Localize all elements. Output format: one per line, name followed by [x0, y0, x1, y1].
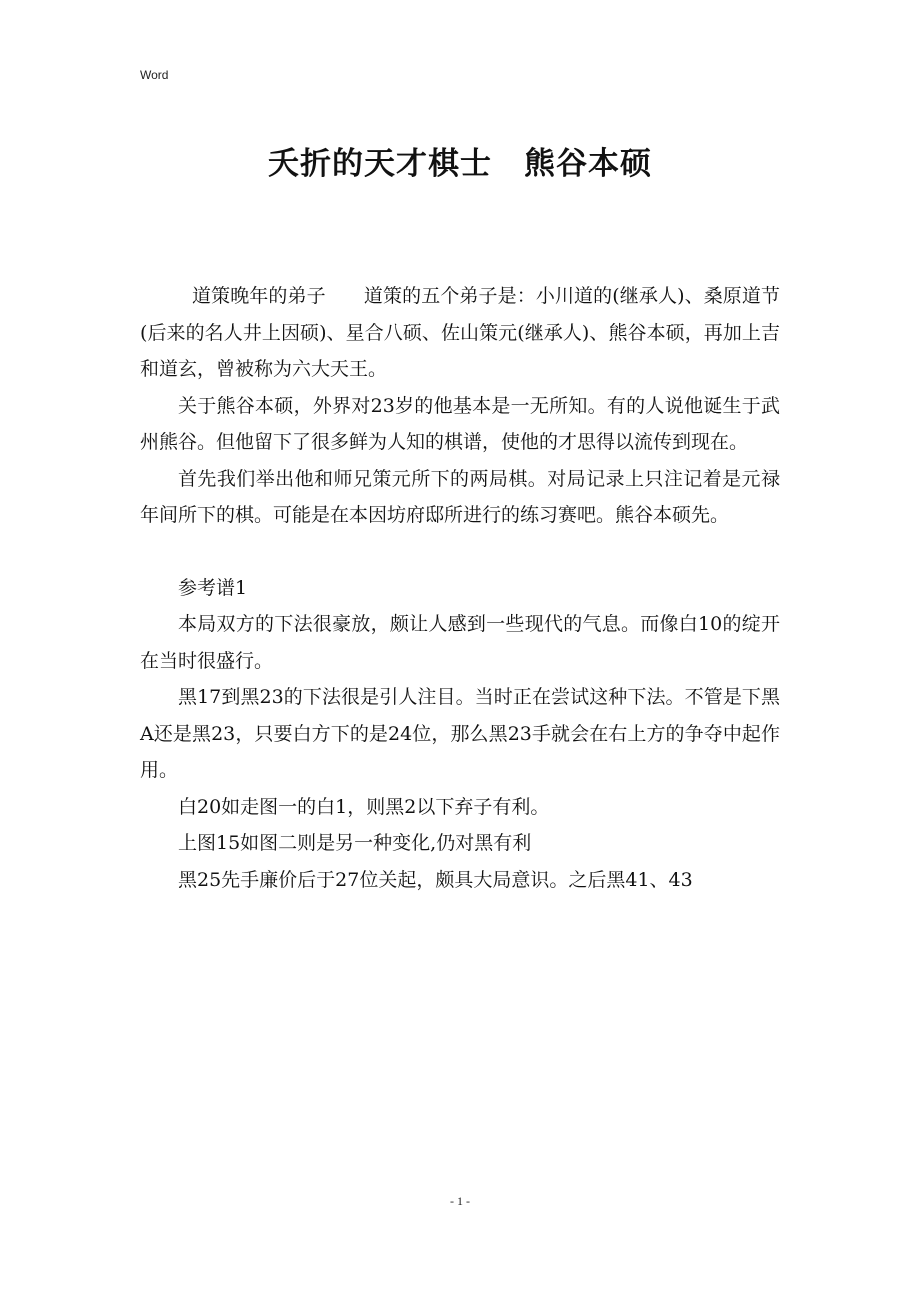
page-number: - 1 -: [450, 1194, 470, 1208]
paragraph-spacer: [140, 534, 780, 570]
paragraph-black-25: 黑25先手廉价后于27位关起，颇具大局意识。之后黑41、43: [178, 868, 693, 891]
section-heading-reference-1: 参考谱1: [178, 576, 248, 599]
paragraph-style: 本局双方的下法很豪放，颇让人感到一些现代的气息。而像白10的绽开在当时很盛行。: [140, 613, 780, 672]
paragraph-games: 首先我们举出他和师兄策元所下的两局棋。对局记录上只注记着是元禄年间所下的棋。可能是在本因坊府邸所进行的练习赛吧。熊谷本硕先。: [140, 467, 780, 526]
document-title: 夭折的天才棋士 熊谷本硕: [268, 146, 652, 182]
paragraph-black-17: 黑17到黑23的下法很是引人注目。当时正在尝试这种下法。不管是下黑A还是黑23，只要白方下的是24位，那么黑23手就会在右上方的争夺中起作用。: [140, 686, 780, 781]
paragraph-intro: 道策晚年的弟子 道策的五个弟子是：小川道的(继承人)、桑原道节(后来的名人井上因硕)、星合八硕、佐山策元(继承人)、熊谷本硕，再加上吉和道玄，曾被称为六大天王。: [140, 285, 780, 380]
paragraph-white-20: 白20如走图一的白1，则黑2以下弃子有利。: [178, 795, 550, 818]
header-label: Word: [140, 68, 169, 82]
document-body: [140, 278, 780, 898]
paragraph-diagram-2: 上图15如图二则是另一种变化,仍对黑有利: [178, 832, 532, 854]
paragraph-kumagai: 关于熊谷本硕，外界对23岁的他基本是一无所知。有的人说他诞生于武州熊谷。但他留下了很多鲜为人知的棋谱，使他的才思得以流传到现在。: [140, 394, 780, 453]
